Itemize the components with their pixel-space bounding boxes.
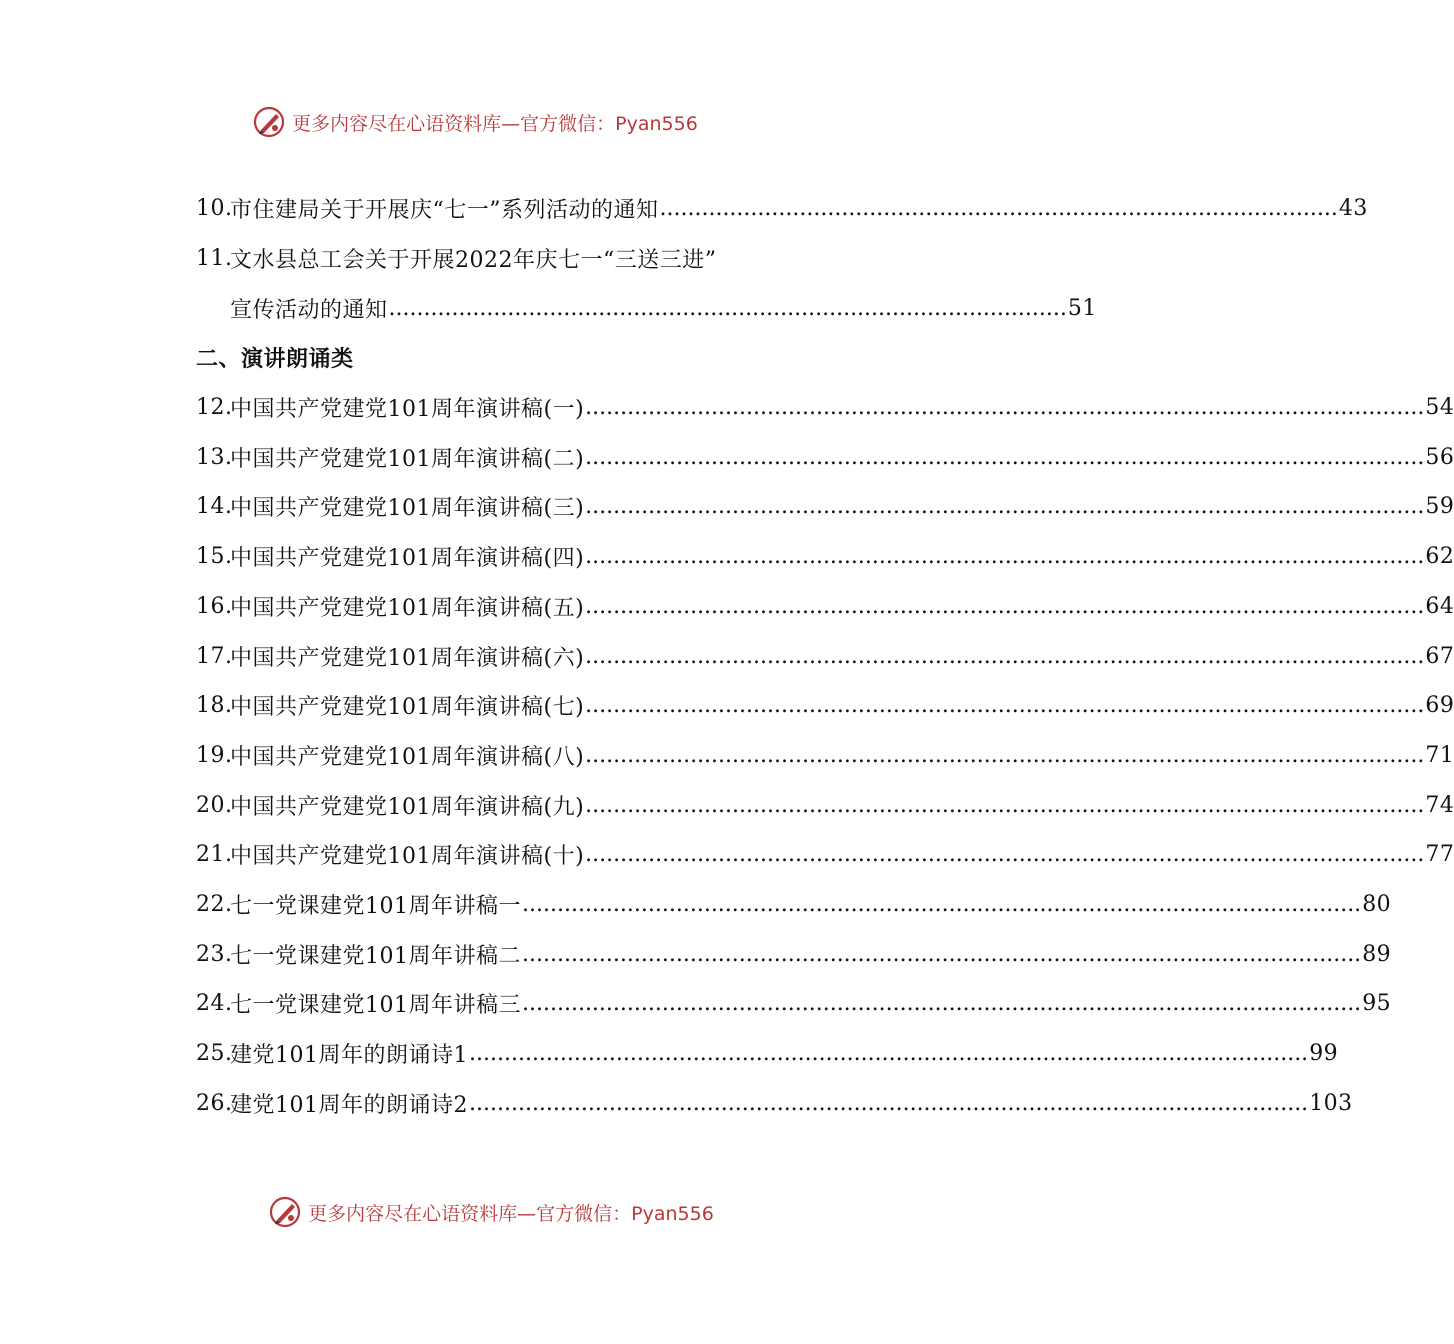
toc-number: 23.	[196, 941, 233, 967]
toc-number: 22.	[196, 891, 233, 917]
toc-row[interactable]	[196, 1078, 1353, 1128]
leader-dots: ........................................................................................................................	[585, 593, 1425, 619]
toc-row[interactable]	[196, 631, 1454, 681]
toc-title: 中国共产党建党101周年演讲稿(四)	[230, 546, 585, 572]
pen-circle-logo-icon	[268, 1195, 302, 1229]
leader-dots: ........................................................................................................................	[469, 1090, 1309, 1116]
toc-title: 七一党课建党101周年讲稿二	[230, 943, 521, 969]
toc-title: 中国共产党建党101周年演讲稿(五)	[230, 595, 585, 621]
leader-dots: ........................................................................................................................	[585, 792, 1425, 818]
toc-row[interactable]	[196, 880, 1392, 930]
toc-row[interactable]	[196, 929, 1392, 979]
toc-row[interactable]	[196, 532, 1454, 582]
toc-row-continuation[interactable]	[196, 283, 1097, 333]
toc-row[interactable]	[196, 979, 1392, 1029]
toc-row[interactable]	[196, 432, 1454, 482]
toc-title: 文水县总工会关于开展2022年庆七一“三送三进”	[230, 248, 717, 274]
toc-title: 中国共产党建党101周年演讲稿(七)	[230, 695, 585, 721]
toc-title: 市住建局关于开展庆“七一”系列活动的通知	[230, 198, 659, 224]
toc-number: 15.	[196, 544, 233, 570]
toc-title: 中国共产党建党101周年演讲稿(三)	[230, 496, 585, 522]
toc-page: 69	[1425, 693, 1454, 719]
toc-number: 10.	[196, 196, 233, 222]
toc-number: 14.	[196, 494, 233, 520]
toc-number: 18.	[196, 693, 233, 719]
leader-dots: ........................................................................................................................	[585, 444, 1425, 470]
toc-number: 24.	[196, 991, 233, 1017]
toc-title: 建党101周年的朗诵诗2	[230, 1092, 468, 1118]
toc-number: 16.	[196, 593, 233, 619]
toc-row[interactable]	[196, 1029, 1339, 1079]
toc-number: 13.	[196, 444, 233, 470]
pen-circle-logo-icon	[252, 105, 286, 139]
section-heading: 二、演讲朗诵类	[196, 347, 354, 373]
toc-row[interactable]	[196, 731, 1454, 781]
leader-dots: ........................................................................................................................	[469, 1041, 1309, 1067]
toc-title: 七一党课建党101周年讲稿三	[230, 993, 521, 1019]
toc-page: 67	[1425, 643, 1454, 669]
leader-dots: ........................................................................................................................	[522, 891, 1362, 917]
toc-page: 54	[1425, 395, 1454, 421]
leader-dots: ........................................................................................................................	[585, 544, 1425, 570]
toc-number: 26.	[196, 1090, 233, 1116]
toc-title: 中国共产党建党101周年演讲稿(八)	[230, 744, 585, 770]
toc-title: 中国共产党建党101周年演讲稿(二)	[230, 446, 585, 472]
toc-row[interactable]	[196, 383, 1454, 433]
toc-page: 71	[1425, 742, 1454, 768]
toc-page: 56	[1425, 444, 1454, 470]
toc-page: 51	[1067, 295, 1097, 321]
leader-dots: ........................................................................................................................	[585, 494, 1425, 520]
leader-dots: ........................................................................................................................	[585, 842, 1425, 868]
leader-dots: .................................................................................................	[659, 196, 1338, 222]
toc-row[interactable]	[196, 234, 806, 284]
toc-title: 宣传活动的通知	[230, 297, 388, 323]
leader-dots: ........................................................................................................................	[522, 941, 1362, 967]
table-of-contents	[196, 184, 1454, 1128]
speech-list	[196, 383, 1454, 1128]
toc-number: 11.	[196, 246, 233, 272]
toc-page: 99	[1309, 1041, 1339, 1067]
leader-dots: ........................................................................................................................	[585, 395, 1425, 421]
toc-number: 25.	[196, 1041, 233, 1067]
toc-title: 中国共产党建党101周年演讲稿(一)	[230, 397, 585, 423]
toc-number: 21.	[196, 842, 233, 868]
toc-number: 17.	[196, 643, 233, 669]
toc-page: 43	[1338, 196, 1368, 222]
toc-row[interactable]	[196, 830, 1454, 880]
toc-row[interactable]	[196, 482, 1454, 532]
toc-page: 89	[1362, 941, 1392, 967]
leader-dots: ........................................................................................................................	[522, 991, 1362, 1017]
toc-title: 中国共产党建党101周年演讲稿(六)	[230, 645, 585, 671]
toc-page: 95	[1362, 991, 1392, 1017]
toc-number: 12.	[196, 395, 233, 421]
toc-number: 20.	[196, 792, 233, 818]
toc-page: 62	[1425, 544, 1454, 570]
leader-dots: ........................................................................................................................	[585, 693, 1425, 719]
toc-title: 中国共产党建党101周年演讲稿(十)	[230, 844, 585, 870]
toc-title: 中国共产党建党101周年演讲稿(九)	[230, 794, 585, 820]
toc-page: 80	[1362, 891, 1392, 917]
toc-title: 七一党课建党101周年讲稿一	[230, 893, 521, 919]
footer-banner	[16, 1192, 966, 1232]
header-banner	[0, 102, 950, 142]
toc-row[interactable]	[196, 184, 1368, 234]
toc-page: 74	[1425, 792, 1454, 818]
toc-page: 64	[1425, 593, 1454, 619]
leader-dots: ........................................................................................................................	[585, 643, 1425, 669]
toc-row[interactable]	[196, 681, 1454, 731]
toc-row[interactable]	[196, 582, 1454, 632]
toc-number: 19.	[196, 742, 233, 768]
banner-text: 更多内容尽在心语资料库—官方微信：Pyan556	[292, 112, 698, 135]
toc-page: 103	[1309, 1090, 1353, 1116]
leader-dots: ........................................................................................................................	[585, 742, 1425, 768]
toc-row[interactable]	[196, 780, 1454, 830]
toc-page: 77	[1425, 842, 1454, 868]
leader-dots: .................................................................................................	[388, 295, 1067, 321]
banner-text: 更多内容尽在心语资料库—官方微信：Pyan556	[308, 1202, 714, 1225]
toc-page: 59	[1425, 494, 1454, 520]
toc-title: 建党101周年的朗诵诗1	[230, 1043, 468, 1069]
